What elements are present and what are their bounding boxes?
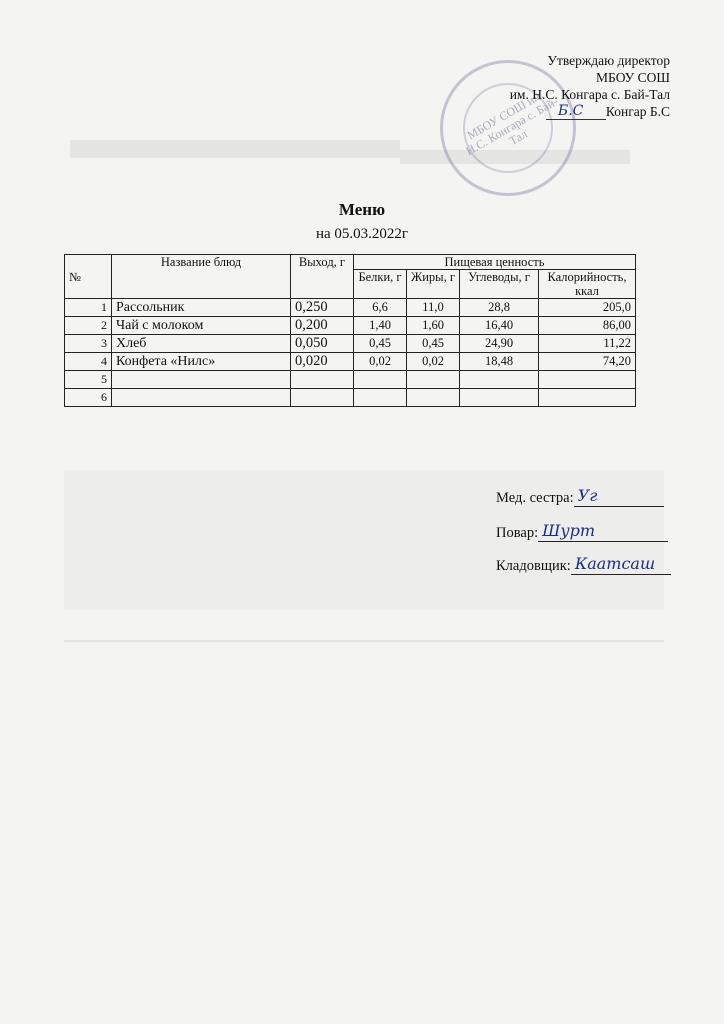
stamp-text: МБОУ СОШ им. Н.С. Конгара с. Бай-Тал [463,87,561,159]
cell-proteins [354,389,407,407]
approval-line-2: МБОУ СОШ [596,70,670,85]
header-proteins: Белки, г [354,270,407,299]
cell-carbs: 28,8 [460,299,539,317]
approval-line-4 [510,103,670,120]
cell-proteins: 6,6 [354,299,407,317]
page-title: Меню [338,200,386,219]
header-output: Выход, г [291,255,354,299]
director-name: Конгар Б.С [605,104,670,119]
cell-num: 3 [65,335,112,353]
approval-line-3: им. Н.С. Конгара с. Бай-Тал [509,87,670,102]
cell-output [291,371,354,389]
cell-output [291,389,354,407]
cell-output: 0,050 [291,335,354,353]
approval-block [510,52,670,120]
cell-fats: 11,0 [407,299,460,317]
director-signature: Б.С [557,103,584,119]
header-name: Название блюд [112,255,291,299]
cell-carbs [460,389,539,407]
cell-name [112,389,291,407]
show-through-band [70,140,400,158]
cell-name: Конфета «Нилс» [112,353,291,371]
cell-carbs: 24,90 [460,335,539,353]
table-row [65,335,636,353]
cell-proteins: 0,02 [354,353,407,371]
table-row [65,299,636,317]
table-row [65,371,636,389]
storekeeper-signature: Каатсаш [574,554,656,573]
cell-fats: 0,02 [407,353,460,371]
cell-fats [407,371,460,389]
storekeeper-line [496,554,671,575]
cell-carbs [460,371,539,389]
cell-name: Чай с молоком [112,317,291,335]
cell-fats: 1,60 [407,317,460,335]
cell-output: 0,020 [291,353,354,371]
cell-proteins: 1,40 [354,317,407,335]
menu-date: на 05.03.2022г [315,226,409,242]
header-fats: Жиры, г [407,270,460,299]
cell-num: 6 [65,389,112,407]
table-row [65,353,636,371]
approval-line-1: Утверждаю директор [547,53,670,68]
cell-proteins: 0,45 [354,335,407,353]
cook-label: Повар: [496,525,539,541]
cell-name: Рассольник [112,299,291,317]
cell-name: Хлеб [112,335,291,353]
nurse-signature-line [574,486,664,507]
cell-output: 0,200 [291,317,354,335]
storekeeper-label: Кладовщик: [496,558,571,574]
nurse-label: Мед. сестра: [496,490,574,506]
cell-fats: 0,45 [407,335,460,353]
cell-num: 1 [65,299,112,317]
cell-calories [539,389,636,407]
nurse-signature: Уг [577,486,598,505]
header-calories: Калорийность, ккал [539,270,636,299]
cook-signature-line [538,521,668,542]
show-through-line [64,640,664,642]
cell-calories: 11,22 [539,335,636,353]
table-header-row [65,255,636,270]
storekeeper-signature-line [571,554,671,575]
cook-line [496,521,668,542]
cell-calories: 86,00 [539,317,636,335]
cell-calories [539,371,636,389]
cell-fats [407,389,460,407]
cell-carbs: 16,40 [460,317,539,335]
cell-output: 0,250 [291,299,354,317]
table-row [65,317,636,335]
cell-proteins [354,371,407,389]
cell-num: 4 [65,353,112,371]
cell-num: 2 [65,317,112,335]
table-row [65,389,636,407]
cell-calories: 205,0 [539,299,636,317]
director-signature-line [546,103,606,120]
cook-signature: Шурт [542,521,596,540]
header-carbs: Углеводы, г [460,270,539,299]
menu-table [64,254,636,407]
header-num: № [65,255,112,299]
nurse-line [496,486,664,507]
cell-name [112,371,291,389]
cell-num: 5 [65,371,112,389]
header-nutrition: Пищевая ценность [354,255,636,270]
cell-calories: 74,20 [539,353,636,371]
cell-carbs: 18,48 [460,353,539,371]
